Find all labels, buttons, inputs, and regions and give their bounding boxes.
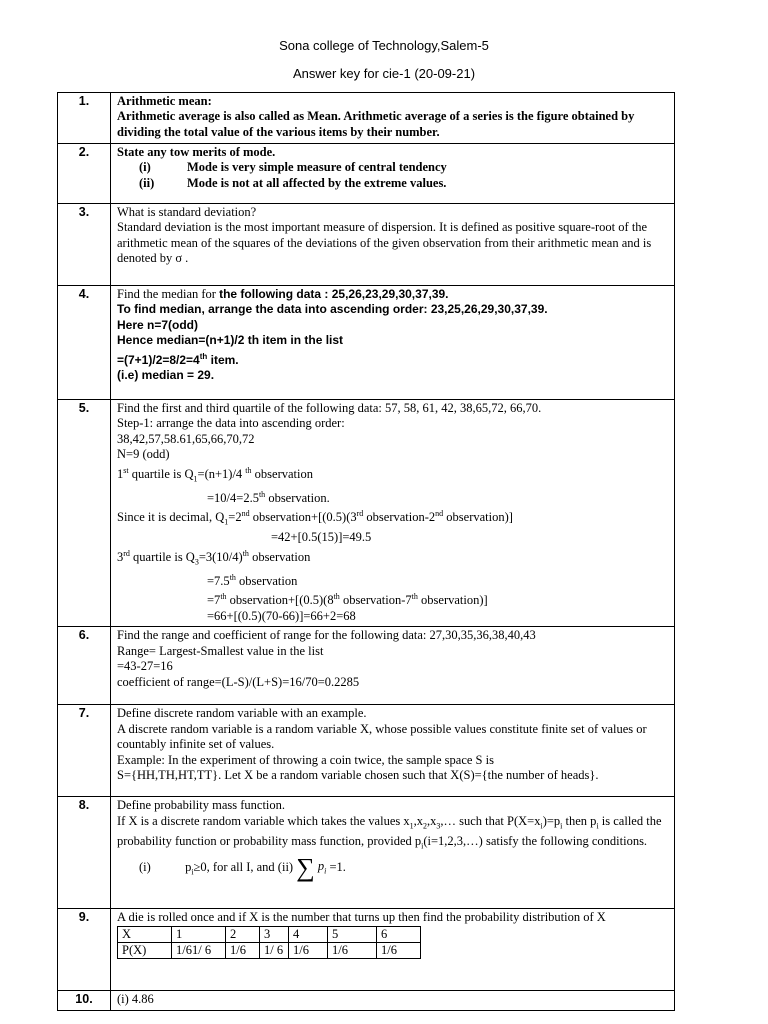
- question-text: A die is rolled once and if X is the number that turns up then find the probability distribution of X: [117, 910, 606, 925]
- question-number: 6.: [58, 627, 111, 705]
- question-row-6: [58, 627, 675, 705]
- answer-line: Example: In the experiment of throwing a coin twice, the sample space S is: [117, 752, 494, 767]
- answer-line: If X is a discrete random variable which takes the values $x_1,x_2,x_3,\dots$ such that $P(X=x_i)=p_i$ then $p_i$ is called the probability function or probability mass function, provided $p_i(i=1,2,3,\dots)$ satisfy the following conditions.: [117, 813, 662, 851]
- answer-line: (i.e) median = 29.: [117, 368, 215, 383]
- answer-line: =43-27=16: [117, 659, 173, 674]
- answer-cell: [111, 400, 675, 627]
- answer-line: Since it is decimal, $Q_1=2nd$ observation+[(0.5)(3rd observation-2nd observation)]: [117, 509, 513, 527]
- question-row-1: [58, 93, 675, 144]
- table-cell: 4: [289, 926, 328, 942]
- answer-line: (i) 4.86: [117, 992, 154, 1007]
- merit-item: [117, 176, 668, 191]
- answer-line: =66+[(0.5)(70-66)]=66+2=68: [207, 608, 356, 623]
- answer-line: A discrete random variable is a random variable X, whose possible values constitute finite set of values or countably infinite set of values.: [117, 721, 647, 752]
- answer-line: =42+[0.5(15)]=49.5: [271, 530, 372, 545]
- table-cell: 5: [328, 926, 377, 942]
- table-cell: 1/6: [377, 942, 421, 958]
- question-row-7: [58, 705, 675, 797]
- table-cell: 3: [260, 926, 289, 942]
- answer-line: Hence median=(n+1)/2 th item in the list: [117, 333, 344, 348]
- table-cell: 1: [172, 926, 226, 942]
- table-cell: P(X): [118, 942, 172, 958]
- answer-line: N=9 (odd): [117, 447, 170, 462]
- question-row-8: [58, 797, 675, 909]
- question-number: 4.: [58, 286, 111, 400]
- question-number: 7.: [58, 705, 111, 797]
- answer-line: 1st quartile is $Q_1=(n+1)/4$ $^{th}$ observation: [117, 465, 313, 484]
- question-row-9: [58, 909, 675, 991]
- answer-cell: [111, 286, 675, 400]
- condition-index: (i): [139, 859, 151, 874]
- merit-text: Mode is very simple measure of central tendency: [187, 160, 447, 175]
- table-cell: 1/61/ 6: [172, 942, 226, 958]
- answer-line: Here n=7(odd): [117, 317, 199, 332]
- answer-line: =7.5th observation: [207, 572, 298, 588]
- document-title: Answer key for cie-1 (20-09-21): [292, 66, 476, 81]
- question-row-5: [58, 400, 675, 627]
- table-cell: 1/ 6: [260, 942, 289, 958]
- question-text: Find the median for the following data : 25,26,23,29,30,37,39.: [117, 287, 449, 301]
- question-text: Define probability mass function.: [117, 798, 286, 813]
- question-text: Define discrete random variable with an example.: [117, 706, 367, 721]
- question-number: 5.: [58, 400, 111, 627]
- answer-line: Step-1: arrange the data into ascending order:: [117, 416, 345, 431]
- college-name: Sona college of Technology,Salem-5: [279, 38, 489, 53]
- answer-line: =7th observation+[(0.5)(8th observation-7th observation)]: [207, 592, 488, 608]
- answer-cell: [111, 909, 675, 991]
- question-row-4: [58, 286, 675, 400]
- table-header-row: [118, 926, 421, 942]
- answer-cell: [111, 204, 675, 286]
- answer-line: =10/4=2.5th observation.: [207, 489, 330, 505]
- answer-cell: [111, 144, 675, 204]
- question-text: Find the range and coefficient of range for the following data: 27,30,35,36,38,40,43: [117, 628, 536, 643]
- table-cell: 2: [226, 926, 260, 942]
- merit-index: (ii): [139, 175, 155, 190]
- table-cell: X: [118, 926, 172, 942]
- question-row-2: [58, 144, 675, 204]
- merit-item: [117, 160, 668, 175]
- question-number: 9.: [58, 909, 111, 991]
- table-cell: 6: [377, 926, 421, 942]
- question-text: What is standard deviation?: [117, 205, 257, 219]
- summation-symbol: ∑: [296, 852, 315, 882]
- answer-text: Standard deviation is the most important measure of dispersion. It is defined as positive square-root of the arithmetic mean of the squares of the deviations of the given observation from their arithmetic mean and is denoted by σ .: [117, 220, 652, 266]
- table-row: [118, 942, 421, 958]
- answer-line: S={HH,TH,HT,TT}. Let X be a random variable chosen such that X(S)={the number of heads}.: [117, 767, 599, 782]
- question-number: 3.: [58, 204, 111, 286]
- merit-text: Mode is not at all affected by the extreme values.: [187, 175, 447, 190]
- pmf-conditions: (i) $p_i\ge 0$, for all I, and (ii) ∑ $p_i =1$.: [139, 852, 346, 882]
- question-number: 2.: [58, 144, 111, 204]
- answer-heading: State any tow merits of mode.: [117, 145, 276, 159]
- answer-line: To find median, arrange the data into ascending order: 23,25,26,29,30,37,39.: [117, 302, 548, 317]
- answer-text: Arithmetic average is also called as Mean. Arithmetic average of a series is the figure obtained by dividing the total value of the various items by their number.: [117, 109, 635, 139]
- answer-cell: [111, 705, 675, 797]
- question-row-3: [58, 204, 675, 286]
- answer-line: 38,42,57,58.61,65,66,70,72: [117, 431, 255, 446]
- question-number: 10.: [58, 991, 111, 1011]
- answer-table: [57, 92, 675, 1011]
- table-cell: 1/6: [328, 942, 377, 958]
- answer-line: 3rd quartile is $Q_3=3(10/4)^{th}$ observation: [117, 548, 311, 567]
- answer-line: =(7+1)/2=8/2=4th item.: [117, 351, 239, 367]
- merit-index: (i): [139, 160, 151, 175]
- answer-cell: [111, 93, 675, 144]
- question-row-10: [58, 991, 675, 1011]
- answer-cell: [111, 991, 675, 1011]
- answer-heading: Arithmetic mean:: [117, 94, 212, 108]
- answer-line: coefficient of range=(L-S)/(L+S)=16/70=0.2285: [117, 674, 360, 689]
- answer-line: Range= Largest-Smallest value in the list: [117, 643, 324, 658]
- answer-cell: [111, 627, 675, 705]
- table-cell: 1/6: [226, 942, 260, 958]
- table-cell: 1/6: [289, 942, 328, 958]
- probability-distribution-table: [117, 926, 421, 959]
- question-text: Find the first and third quartile of the following data: 57, 58, 61, 42, 38,65,72, 66,70.: [117, 401, 542, 415]
- answer-cell: [111, 797, 675, 909]
- question-number: 1.: [58, 93, 111, 144]
- question-number: 8.: [58, 797, 111, 909]
